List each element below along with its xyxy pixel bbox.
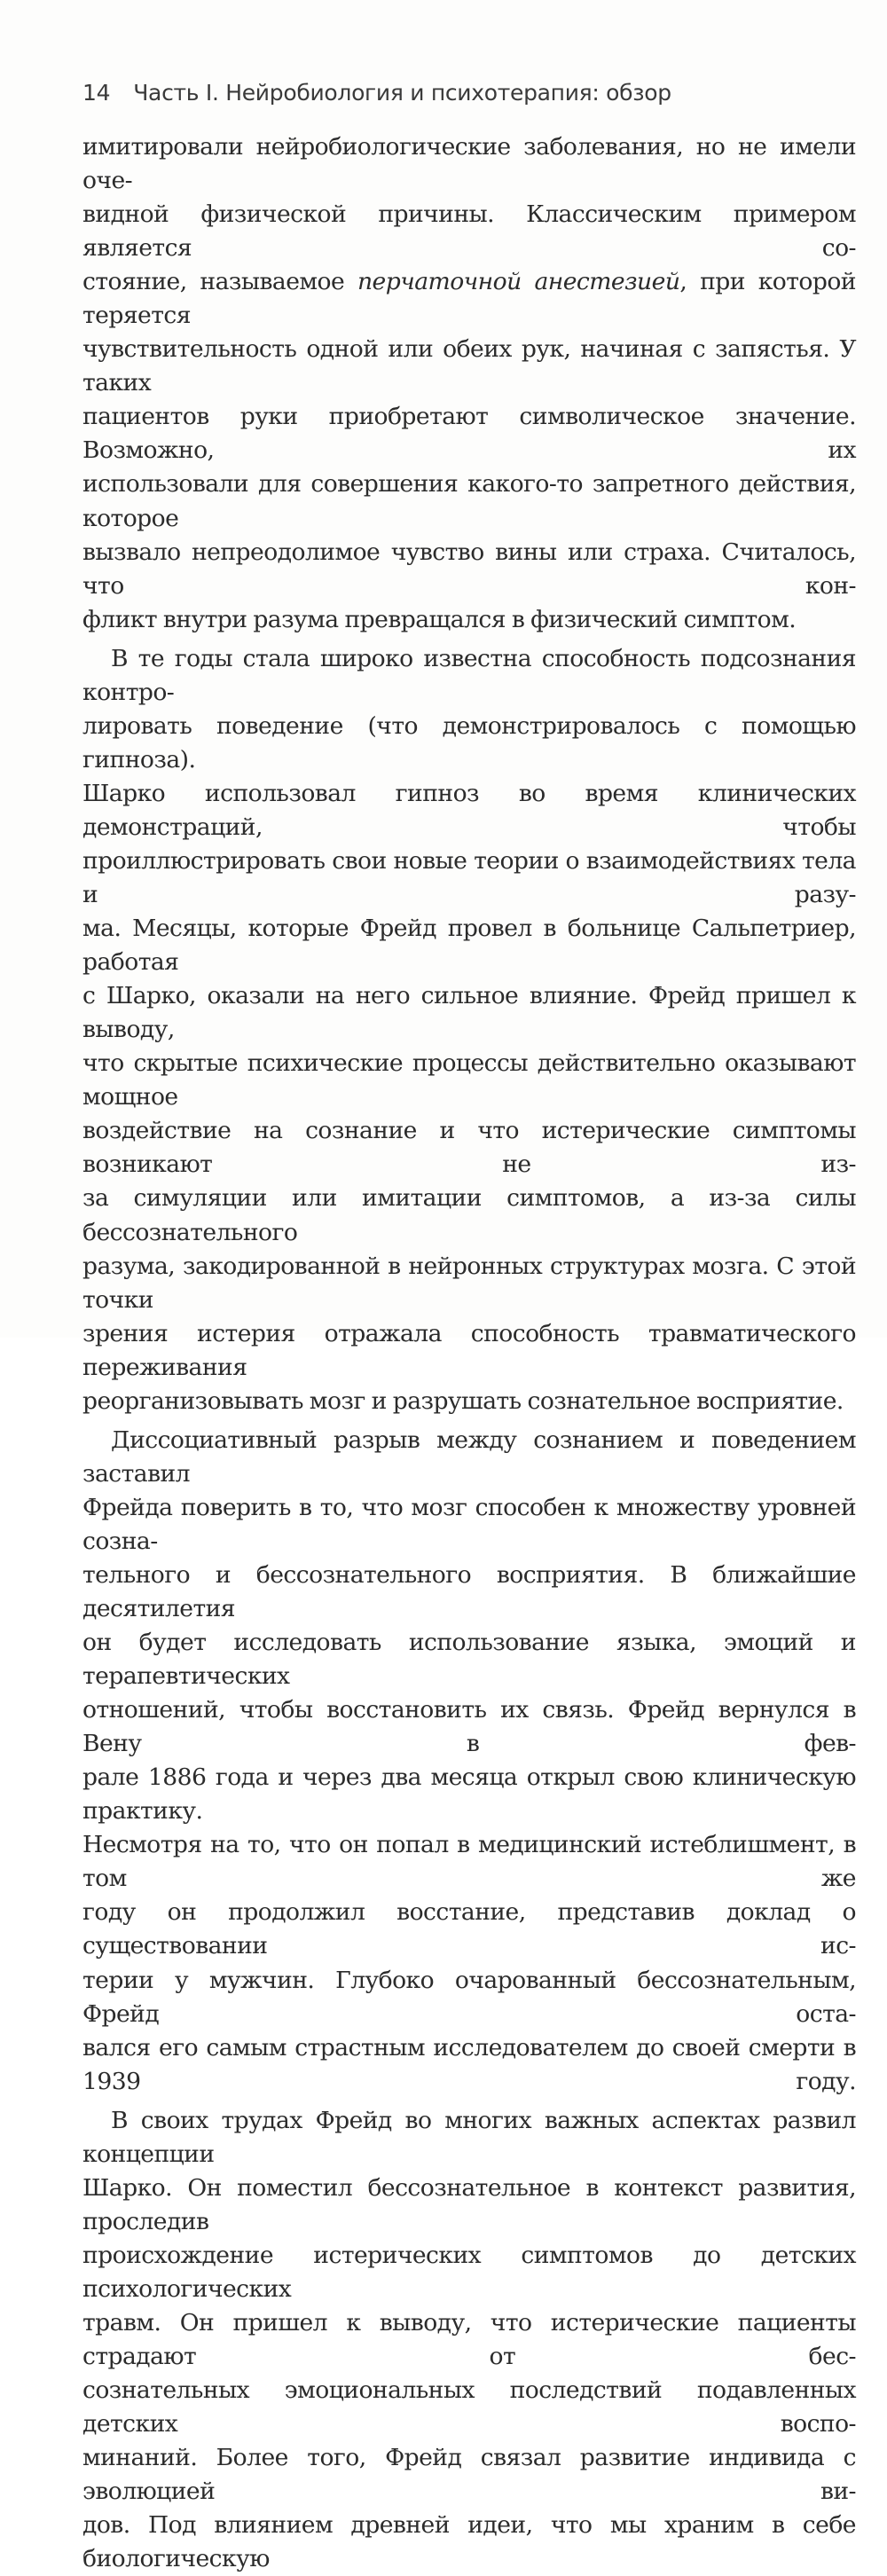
text-line: минаний. Более того, Фрейд связал развитие индивида с эволюцией ви- [82,2444,856,2506]
text-line: он будет исследовать использование языка, эмоций и терапевтических [82,1629,856,1691]
text-span: , при которой теряется [82,268,856,330]
text-line: что скрытые психические процессы действительно оказывают мощное [82,1049,856,1111]
paragraph-1 [82,130,856,637]
text-line: фликт внутри разума превращался в физический симптом. [82,605,797,633]
text-line: рале 1886 года и через два месяца открыл свою клиническую практику. [82,1763,856,1826]
paragraph-4 [82,2104,856,2576]
text-line: Шарко. Он поместил бессознательное в контекст развития, проследив [82,2173,856,2235]
text-line: вызвало непреодолимое чувство вины или страха. Считалось, что кон- [82,538,856,600]
text-line: происхождение истерических симптомов до детских психологических [82,2241,856,2303]
text-line: с Шарко, оказали на него сильное влияние. Фрейд пришел к выводу, [82,982,856,1044]
paragraph-3 [82,1424,856,2099]
text-line: чувствительность одной или обеих рук, начиная с запястья. У таких [82,335,856,397]
text-line: Шарко использовал гипноз во время клинических демонстраций, чтобы [82,779,856,841]
text-line: имитировали нейробиологические заболевания, но не имели оче- [82,133,856,195]
body-text [82,130,856,2576]
text-line: дов. Под влиянием древней идеи, что мы храним в себе биологическую [82,2511,856,2573]
text-line: В те годы стала широко известна способность подсознания контро- [82,644,856,706]
text-line: видной физической причины. Классическим примером является со- [82,200,856,263]
paragraph-2 [82,642,856,1418]
text-line: зрения истерия отражала способность травматического переживания [82,1319,856,1381]
text-line: отношений, чтобы восстановить их связь. Фрейд вернулся в Вену в фев- [82,1696,856,1758]
text-line: использовали для совершения какого-то запретного действия, которое [82,470,856,532]
italic-term: перчаточной анестезией [357,268,680,296]
text-line: лировать поведение (что демонстрировалось с помощью гипноза). [82,711,856,774]
text-line: ма. Месяцы, которые Фрейд провел в больнице Сальпетриер, работая [82,915,856,977]
text-line: реорганизовывать мозг и разрушать сознательное восприятие. [82,1386,844,1415]
text-line: проиллюстрировать свои новые теории о взаимодействиях тела и разу- [82,846,856,909]
text-line: В своих трудах Фрейд во многих важных аспектах развил концепции [82,2106,856,2168]
text-span: стояние, называемое [82,268,357,296]
running-title: Часть I. Нейробиология и психотерапия: обзор [133,80,671,106]
text-line: травм. Он пришел к выводу, что истерические пациенты страдают от бес- [82,2309,856,2371]
page-number: 14 [82,80,111,106]
text-line: разума, закодированной в нейронных структурах мозга. С этой точки [82,1252,856,1314]
text-line [82,265,856,333]
running-head [82,80,863,106]
text-line: пациентов руки приобретают символическое значение. Возможно, их [82,403,856,465]
text-line: Фрейда поверить в то, что мозг способен к множеству уровней созна- [82,1493,856,1555]
text-line: терии у мужчин. Глубоко очарованный бессознательным, Фрейд оста- [82,1966,856,2028]
text-line: воздействие на сознание и что истерические симптомы возникают не из- [82,1117,856,1179]
text-line: году он продолжил восстание, представив доклад о существовании ис- [82,1898,856,1960]
text-line: за симуляции или имитации симптомов, а из-за силы бессознательного [82,1184,856,1246]
text-line: сознательных эмоциональных последствий подавленных детских воспо- [82,2376,856,2439]
text-line: Несмотря на то, что он попал в медицинский истеблишмент, в том же [82,1831,856,1893]
text-line: Диссоциативный разрыв между сознанием и поведением заставил [82,1425,856,1488]
text-line: тельного и бессознательного восприятия. В ближайшие десятилетия [82,1560,856,1623]
text-line: вался его самым страстным исследователем до своей смерти в 1939 году. [82,2033,856,2095]
